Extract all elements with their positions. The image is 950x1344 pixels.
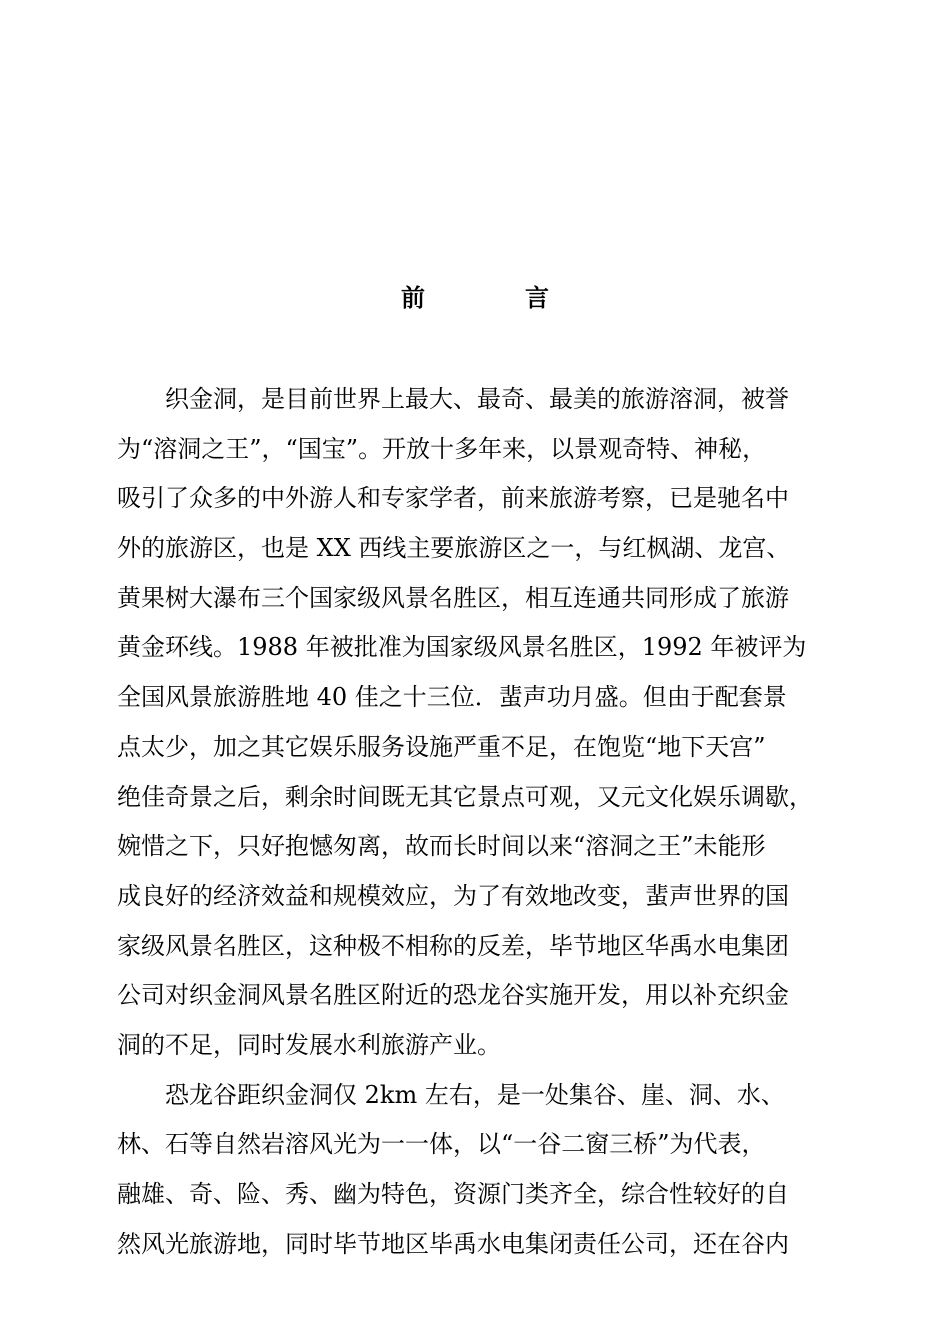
text-line: 点太少，加之其它娱乐服务设施严重不足，在饱览“地下天宫” bbox=[117, 732, 766, 761]
text-line: 全国风景旅游胜地 40 佳之十三位．蜚声功月盛。但由于配套景 bbox=[117, 683, 787, 712]
title-char-2: 言 bbox=[525, 283, 549, 312]
text-line: 黄金环线。1988 年被批准为国家级风景名胜区，1992 年被评为 bbox=[117, 633, 807, 662]
text-line: 成良好的经济效益和规模效应，为了有效地改变，蜚声世界的国 bbox=[117, 881, 789, 910]
text-line: 绝佳奇景之后，剩余时间既无其它景点可观，又元文化娱乐调歇， bbox=[117, 782, 813, 811]
text-line: 吸引了众多的中外游人和专家学者，前来旅游考察，已是驰名中 bbox=[117, 484, 789, 513]
text-line: 婉惜之下，只好抱憾匆离，故而长时间以来“溶洞之王”未能形 bbox=[117, 832, 766, 861]
text-line: 然风光旅游地，同时毕节地区毕禹水电集闭责任公司，还在谷内 bbox=[117, 1229, 789, 1258]
text-line: 林、石等自然岩溶风光为一一体，以“一谷二窗三桥”为代表， bbox=[117, 1130, 766, 1159]
title-char-1: 前 bbox=[401, 283, 425, 312]
text-line: 织金洞，是目前世界上最大、最奇、最美的旅游溶洞，被誉 bbox=[165, 385, 789, 413]
text-line: 融雄、奇、险、秀、幽为特色，资源门类齐全，综合性较好的自 bbox=[117, 1180, 789, 1208]
text-line: 公司对织金洞风景名胜区附近的恐龙谷实施开发，用以补充织金 bbox=[117, 981, 789, 1010]
text-line: 恐龙谷距织金洞仅 2km 左右，是一处集谷、崖、洞、水、 bbox=[165, 1080, 785, 1109]
body-text bbox=[117, 375, 847, 1269]
page-title bbox=[0, 280, 950, 316]
text-line: 外的旅游区，也是 XX 西线主要旅游区之一，与红枫湖、龙宫、 bbox=[117, 534, 791, 563]
text-line: 洞的不足，同时发展水利旅游产业。 bbox=[117, 1030, 501, 1059]
text-line: 为“溶洞之王”，“国宝”。开放十多年来，以景观奇特、神秘， bbox=[117, 434, 767, 463]
text-line: 黄果树大瀑布三个国家级风景名胜区，相互连通共同形成了旅游 bbox=[117, 583, 789, 612]
text-line: 家级风景名胜区，这种极不相称的反差，毕节地区华禹水电集团 bbox=[117, 931, 789, 960]
